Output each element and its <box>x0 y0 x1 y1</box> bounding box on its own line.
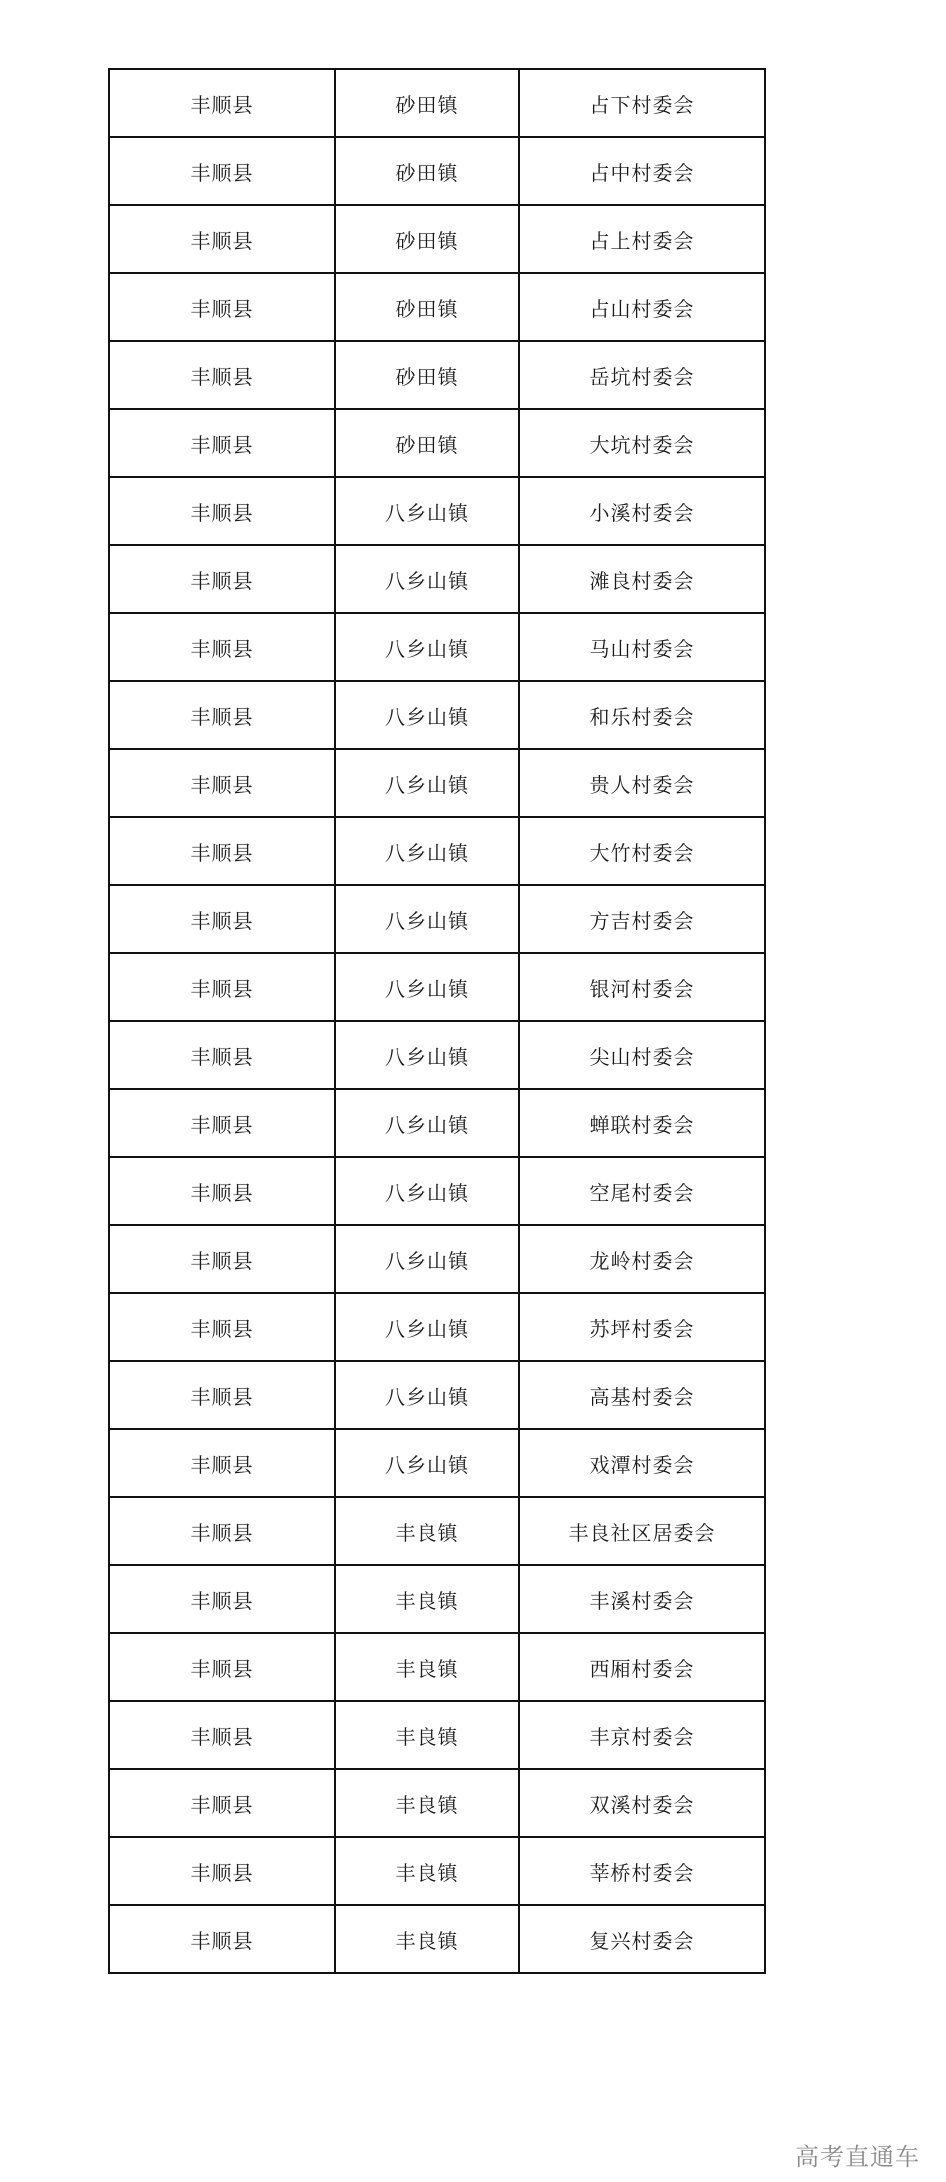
table-row <box>109 1157 765 1225</box>
village-cell: 大坑村委会 <box>519 409 765 477</box>
town-cell: 砂田镇 <box>335 273 519 341</box>
village-cell: 大竹村委会 <box>519 817 765 885</box>
village-cell: 占山村委会 <box>519 273 765 341</box>
county-cell: 丰顺县 <box>109 1361 335 1429</box>
village-cell: 戏潭村委会 <box>519 1429 765 1497</box>
county-cell: 丰顺县 <box>109 1497 335 1565</box>
table-row <box>109 1837 765 1905</box>
watermark-text: 高考直通车 <box>795 2143 920 2171</box>
town-cell: 砂田镇 <box>335 137 519 205</box>
village-cell: 莘桥村委会 <box>519 1837 765 1905</box>
town-cell: 八乡山镇 <box>335 613 519 681</box>
county-cell: 丰顺县 <box>109 409 335 477</box>
town-cell: 八乡山镇 <box>335 681 519 749</box>
county-cell: 丰顺县 <box>109 341 335 409</box>
table-row <box>109 817 765 885</box>
county-cell: 丰顺县 <box>109 205 335 273</box>
table-row <box>109 885 765 953</box>
county-cell: 丰顺县 <box>109 1429 335 1497</box>
town-cell: 八乡山镇 <box>335 1429 519 1497</box>
county-cell: 丰顺县 <box>109 1157 335 1225</box>
town-cell: 丰良镇 <box>335 1565 519 1633</box>
town-cell: 八乡山镇 <box>335 953 519 1021</box>
county-cell: 丰顺县 <box>109 1089 335 1157</box>
table-row <box>109 1089 765 1157</box>
table-row <box>109 341 765 409</box>
village-cell: 复兴村委会 <box>519 1905 765 1973</box>
town-cell: 砂田镇 <box>335 205 519 273</box>
town-cell: 八乡山镇 <box>335 1157 519 1225</box>
county-cell: 丰顺县 <box>109 1225 335 1293</box>
table-body <box>109 69 765 1973</box>
village-cell: 银河村委会 <box>519 953 765 1021</box>
town-cell: 八乡山镇 <box>335 1361 519 1429</box>
county-cell: 丰顺县 <box>109 1701 335 1769</box>
county-cell: 丰顺县 <box>109 1837 335 1905</box>
table-row <box>109 1361 765 1429</box>
village-cell: 占上村委会 <box>519 205 765 273</box>
table-row <box>109 1225 765 1293</box>
town-cell: 八乡山镇 <box>335 817 519 885</box>
county-cell: 丰顺县 <box>109 1905 335 1973</box>
village-cell: 丰京村委会 <box>519 1701 765 1769</box>
table-row <box>109 1293 765 1361</box>
county-cell: 丰顺县 <box>109 681 335 749</box>
table-row <box>109 205 765 273</box>
town-cell: 丰良镇 <box>335 1701 519 1769</box>
county-cell: 丰顺县 <box>109 69 335 137</box>
village-cell: 蝉联村委会 <box>519 1089 765 1157</box>
county-cell: 丰顺县 <box>109 273 335 341</box>
village-cell: 高基村委会 <box>519 1361 765 1429</box>
village-cell: 和乐村委会 <box>519 681 765 749</box>
town-cell: 八乡山镇 <box>335 477 519 545</box>
town-cell: 丰良镇 <box>335 1837 519 1905</box>
table-row <box>109 1565 765 1633</box>
village-cell: 西厢村委会 <box>519 1633 765 1701</box>
table-row <box>109 137 765 205</box>
table-row <box>109 749 765 817</box>
table-row <box>109 1497 765 1565</box>
village-cell: 苏坪村委会 <box>519 1293 765 1361</box>
table-row <box>109 1633 765 1701</box>
county-cell: 丰顺县 <box>109 953 335 1021</box>
table-row <box>109 681 765 749</box>
village-cell: 龙岭村委会 <box>519 1225 765 1293</box>
table-row <box>109 1429 765 1497</box>
village-cell: 丰良社区居委会 <box>519 1497 765 1565</box>
village-cell: 方吉村委会 <box>519 885 765 953</box>
county-cell: 丰顺县 <box>109 749 335 817</box>
table-row <box>109 1769 765 1837</box>
county-cell: 丰顺县 <box>109 613 335 681</box>
county-cell: 丰顺县 <box>109 1021 335 1089</box>
table-row <box>109 273 765 341</box>
village-cell: 小溪村委会 <box>519 477 765 545</box>
county-cell: 丰顺县 <box>109 1633 335 1701</box>
town-cell: 丰良镇 <box>335 1905 519 1973</box>
town-cell: 砂田镇 <box>335 409 519 477</box>
town-cell: 八乡山镇 <box>335 885 519 953</box>
village-cell: 马山村委会 <box>519 613 765 681</box>
town-cell: 八乡山镇 <box>335 1089 519 1157</box>
table-row <box>109 477 765 545</box>
town-cell: 砂田镇 <box>335 341 519 409</box>
town-cell: 丰良镇 <box>335 1769 519 1837</box>
village-cell: 岳坑村委会 <box>519 341 765 409</box>
county-cell: 丰顺县 <box>109 885 335 953</box>
town-cell: 丰良镇 <box>335 1497 519 1565</box>
county-cell: 丰顺县 <box>109 137 335 205</box>
village-committee-table <box>108 68 766 1974</box>
table-row <box>109 409 765 477</box>
county-cell: 丰顺县 <box>109 1293 335 1361</box>
table-row <box>109 545 765 613</box>
county-cell: 丰顺县 <box>109 1565 335 1633</box>
village-cell: 贵人村委会 <box>519 749 765 817</box>
table-row <box>109 613 765 681</box>
village-cell: 尖山村委会 <box>519 1021 765 1089</box>
town-cell: 八乡山镇 <box>335 1021 519 1089</box>
village-cell: 双溪村委会 <box>519 1769 765 1837</box>
table-row <box>109 1905 765 1973</box>
village-cell: 空尾村委会 <box>519 1157 765 1225</box>
county-cell: 丰顺县 <box>109 545 335 613</box>
town-cell: 八乡山镇 <box>335 1293 519 1361</box>
village-cell: 丰溪村委会 <box>519 1565 765 1633</box>
table-row <box>109 1701 765 1769</box>
county-cell: 丰顺县 <box>109 1769 335 1837</box>
table-row <box>109 953 765 1021</box>
town-cell: 丰良镇 <box>335 1633 519 1701</box>
town-cell: 砂田镇 <box>335 69 519 137</box>
town-cell: 八乡山镇 <box>335 1225 519 1293</box>
town-cell: 八乡山镇 <box>335 749 519 817</box>
county-cell: 丰顺县 <box>109 817 335 885</box>
village-cell: 占下村委会 <box>519 69 765 137</box>
town-cell: 八乡山镇 <box>335 545 519 613</box>
table-row <box>109 69 765 137</box>
county-cell: 丰顺县 <box>109 477 335 545</box>
village-cell: 滩良村委会 <box>519 545 765 613</box>
table-row <box>109 1021 765 1089</box>
village-cell: 占中村委会 <box>519 137 765 205</box>
